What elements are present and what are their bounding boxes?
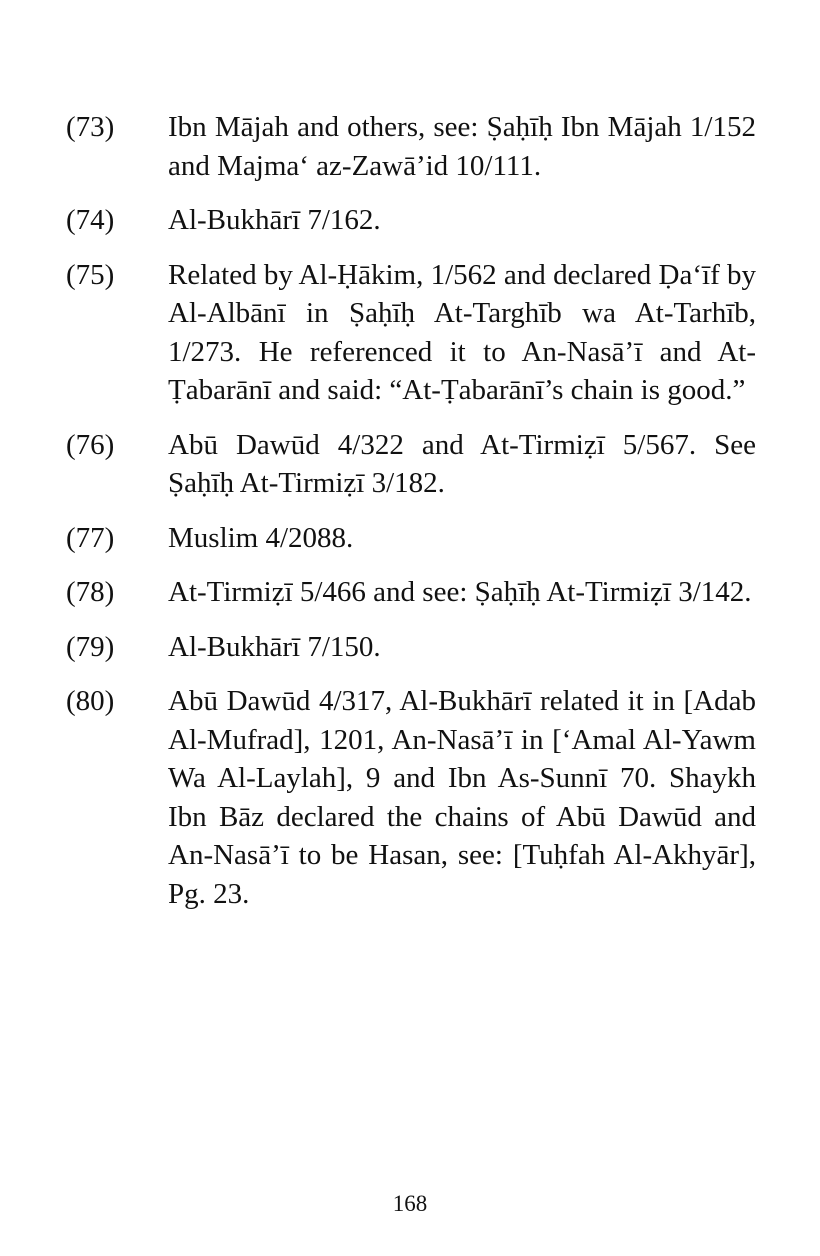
footnote-number: (75) — [66, 258, 115, 291]
footnote-text: Al-Bukhārī 7/150. — [168, 630, 381, 663]
footnote-77 — [66, 519, 756, 558]
footnote-number: (73) — [66, 111, 115, 143]
footnote-75 — [66, 256, 756, 410]
footnote-number: (76) — [66, 428, 115, 461]
footnote-text: Al-Bukhārī 7/162. — [168, 204, 381, 236]
footnote-list — [66, 108, 756, 929]
footnote-76 — [66, 426, 756, 503]
footnote-text: Ibn Mājah and others, see: Ṣaḥīḥ Ibn Mājah 1/152 and Majma‘ az-Zawā’id 10/111. — [168, 111, 756, 182]
footnote-number: (74) — [66, 204, 115, 236]
page-number: 168 — [392, 1191, 428, 1216]
footnote-text: Muslim 4/2088. — [168, 521, 354, 554]
footnote-number: (79) — [66, 630, 115, 663]
footnote-text: Abū Dawūd 4/317, Al-Bukhārī related it in [Adab Al-Mufrad], 1201, An-Nasā’ī in [‘Amal Al-Yawm Wa Al-Laylah], 9 and Ibn As-Sunnī 70. Shaykh Ibn Bāz declared the chains of Abū Dawūd and An-Nasā’ī to be Hasan, see: [Tuḥfah Al-Akhyār], Pg. 23. — [168, 685, 756, 910]
footnote-number: (80) — [66, 685, 115, 717]
footnote-73 — [66, 108, 756, 185]
footnote-number: (77) — [66, 521, 115, 554]
footnote-text: Related by Al-Ḥākim, 1/562 and declared Ḍa‘īf by Al-Albānī in Ṣaḥīḥ At-Targhīb wa At-Tarhīb, 1/273. He referenced it to An-Nasā’ī and At-Ṭabarānī and said: “At-Ṭabarānī’s chain is good.” — [168, 258, 756, 406]
footnote-text: Abū Dawūd 4/322 and At-Tirmiẓī 5/567. See Ṣaḥīḥ At-Tirmiẓī 3/182. — [168, 428, 756, 499]
footnote-80 — [66, 682, 756, 913]
footnote-79 — [66, 628, 756, 667]
footnote-78 — [66, 573, 756, 612]
footnote-number: (78) — [66, 576, 115, 608]
footnote-74 — [66, 201, 756, 240]
footnote-text: At-Tirmiẓī 5/466 and see: Ṣaḥīḥ At-Tirmiẓī 3/142. — [168, 576, 752, 608]
